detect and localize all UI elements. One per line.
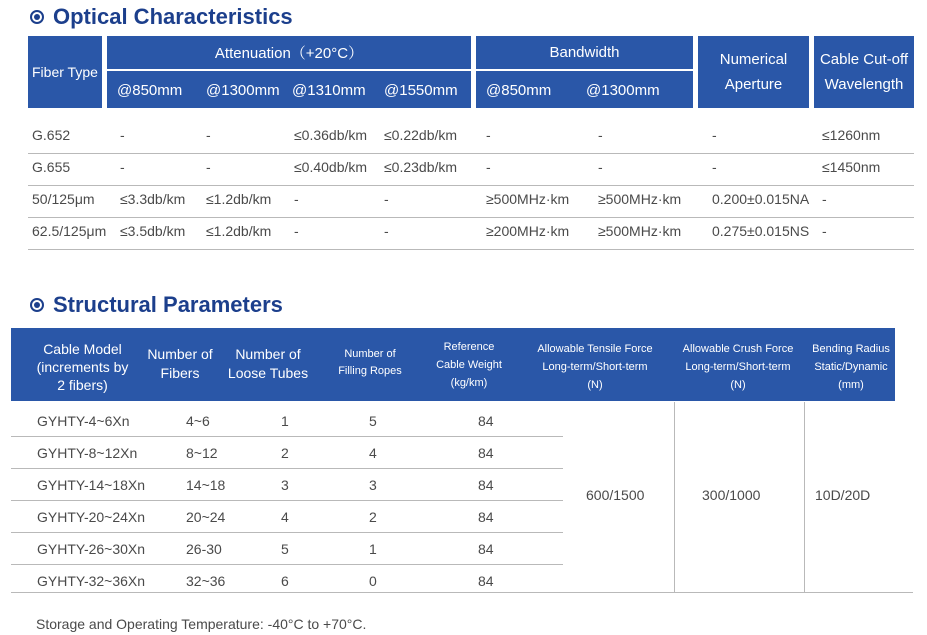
- optical-cell-cutoff-wavelength: -: [822, 223, 827, 239]
- structural-cell-cable-weight: 84: [478, 445, 494, 461]
- structural-cell-loose-tubes: 4: [281, 509, 289, 525]
- header-tensile-force: Allowable Tensile Force Long-term/Short-term (N): [537, 343, 653, 391]
- optical-cell-att-1300: -: [206, 127, 211, 143]
- structural-cell-cable-weight: 84: [478, 413, 494, 429]
- structural-cell-cable-weight: 84: [478, 573, 494, 589]
- structural-cell-cable-model: GYHTY-8~12Xn: [37, 445, 138, 461]
- header-bw-1300: @1300mm: [586, 82, 660, 99]
- structural-cell-cable-model: GYHTY-26~30Xn: [37, 541, 146, 557]
- optical-cell-bw-1300: ≥500MHz·km: [598, 191, 682, 207]
- structural-cell-fibers: 8~12: [186, 445, 218, 461]
- header-numerical-aperture: Numerical Aperture: [698, 36, 809, 108]
- table-bottom-rule: [11, 592, 913, 593]
- header-bw-850: @850mm: [486, 82, 552, 99]
- optical-cell-att-1310: ≤0.40db/km: [294, 159, 368, 175]
- header-att-850: @850mm: [117, 82, 183, 99]
- header-number-of-loose-tubes: Number of Loose Tubes: [227, 346, 309, 381]
- optical-cell-att-1550: -: [384, 191, 389, 207]
- row-divider: [11, 564, 563, 565]
- structural-cell-filling-ropes: 2: [369, 509, 377, 525]
- structural-cell-filling-ropes: 4: [369, 445, 377, 461]
- optical-cell-bw-1300: -: [598, 127, 603, 143]
- storage-temperature-note: Storage and Operating Temperature: -40°C to +70°C.: [36, 616, 367, 632]
- optical-cell-att-1300: ≤1.2db/km: [206, 191, 272, 207]
- optical-section-title: Optical Characteristics: [30, 4, 293, 30]
- optical-cell-fiber-type: 50/125μm: [32, 191, 95, 207]
- structural-cell-cable-weight: 84: [478, 477, 494, 493]
- structural-cell-fibers: 4~6: [186, 413, 210, 429]
- bullet-circle-icon: [30, 298, 44, 312]
- header-number-of-filling-ropes: Number of Filling Ropes: [338, 348, 402, 377]
- header-cable-model: Cable Model (increments by 2 fibers): [36, 341, 129, 393]
- row-divider: [28, 153, 914, 154]
- optical-cell-bw-850: -: [486, 127, 491, 143]
- structural-cell-fibers: 20~24: [186, 509, 226, 525]
- column-divider: [804, 402, 805, 592]
- optical-cell-bw-850: ≥200MHz·km: [486, 223, 570, 239]
- optical-cell-fiber-type: G.655: [32, 159, 71, 175]
- structural-cell-fibers: 14~18: [186, 477, 226, 493]
- optical-cell-att-1550: ≤0.23db/km: [384, 159, 458, 175]
- optical-cell-bw-850: ≥500MHz·km: [486, 191, 570, 207]
- header-cable-cutoff: Cable Cut-off Wavelength: [814, 36, 914, 108]
- optical-cell-numerical-aperture: -: [712, 127, 717, 143]
- optical-cell-bw-1300: ≥500MHz·km: [598, 223, 682, 239]
- tensile-force-value: 600/1500: [586, 487, 645, 503]
- optical-cell-fiber-type: G.652: [32, 127, 71, 143]
- optical-cell-att-1300: ≤1.2db/km: [206, 223, 272, 239]
- bullet-circle-icon: [30, 10, 44, 24]
- structural-cell-filling-ropes: 0: [369, 573, 377, 589]
- optical-cell-numerical-aperture: 0.200±0.015NA: [712, 191, 810, 207]
- optical-cell-att-850: ≤3.5db/km: [120, 223, 186, 239]
- header-att-1300: @1300mm: [206, 82, 280, 99]
- structural-cell-cable-weight: 84: [478, 541, 494, 557]
- structural-cell-fibers: 26-30: [186, 541, 222, 557]
- optical-cell-cutoff-wavelength: ≤1450nm: [822, 159, 881, 175]
- header-reference-cable-weight: Reference Cable Weight (kg/km): [436, 341, 502, 389]
- optical-cell-att-1300: -: [206, 159, 211, 175]
- structural-cell-cable-model: GYHTY-32~36Xn: [37, 573, 146, 589]
- optical-cell-bw-850: -: [486, 159, 491, 175]
- header-crush-force: Allowable Crush Force Long-term/Short-term (N): [682, 343, 794, 391]
- optical-cell-att-1310: -: [294, 191, 299, 207]
- structural-cell-filling-ropes: 1: [369, 541, 377, 557]
- row-divider: [28, 185, 914, 186]
- optical-cell-bw-1300: -: [598, 159, 603, 175]
- structural-cell-loose-tubes: 5: [281, 541, 289, 557]
- optical-cell-cutoff-wavelength: ≤1260nm: [822, 127, 881, 143]
- optical-cell-numerical-aperture: 0.275±0.015NS: [712, 223, 810, 239]
- row-divider: [28, 249, 914, 250]
- optical-cell-att-1310: ≤0.36db/km: [294, 127, 368, 143]
- structural-cell-cable-weight: 84: [478, 509, 494, 525]
- column-divider: [674, 402, 675, 592]
- header-att-1310: @1310mm: [292, 82, 366, 99]
- header-fiber-type: Fiber Type: [28, 36, 102, 108]
- structural-cell-cable-model: GYHTY-4~6Xn: [37, 413, 130, 429]
- crush-force-value: 300/1000: [702, 487, 761, 503]
- structural-section-title: Structural Parameters: [30, 292, 283, 318]
- optical-cell-fiber-type: 62.5/125μm: [32, 223, 107, 239]
- structural-cell-cable-model: GYHTY-20~24Xn: [37, 509, 146, 525]
- structural-cell-cable-model: GYHTY-14~18Xn: [37, 477, 146, 493]
- row-divider: [11, 532, 563, 533]
- optical-cell-att-1310: -: [294, 223, 299, 239]
- row-divider: [11, 468, 563, 469]
- row-divider: [28, 217, 914, 218]
- optical-cell-att-850: -: [120, 127, 125, 143]
- bending-radius-value: 10D/20D: [815, 487, 871, 503]
- optical-cell-numerical-aperture: -: [712, 159, 717, 175]
- header-att-1550: @1550mm: [384, 82, 458, 99]
- row-divider: [11, 436, 563, 437]
- structural-cell-fibers: 32~36: [186, 573, 226, 589]
- structural-cell-loose-tubes: 2: [281, 445, 289, 461]
- optical-cell-att-850: -: [120, 159, 125, 175]
- header-bending-radius: Bending Radius Static/Dynamic (mm): [812, 343, 890, 391]
- structural-cell-loose-tubes: 1: [281, 413, 289, 429]
- header-attenuation: Attenuation（+20°C）: [107, 36, 471, 69]
- structural-cell-loose-tubes: 3: [281, 477, 289, 493]
- structural-cell-loose-tubes: 6: [281, 573, 289, 589]
- structural-cell-filling-ropes: 3: [369, 477, 377, 493]
- optical-cell-att-1550: -: [384, 223, 389, 239]
- structural-cell-filling-ropes: 5: [369, 413, 377, 429]
- row-divider: [11, 500, 563, 501]
- header-bandwidth: Bandwidth: [476, 36, 693, 69]
- optical-cell-cutoff-wavelength: -: [822, 191, 827, 207]
- optical-cell-att-1550: ≤0.22db/km: [384, 127, 458, 143]
- header-number-of-fibers: Number of Fibers: [147, 346, 213, 381]
- optical-cell-att-850: ≤3.3db/km: [120, 191, 186, 207]
